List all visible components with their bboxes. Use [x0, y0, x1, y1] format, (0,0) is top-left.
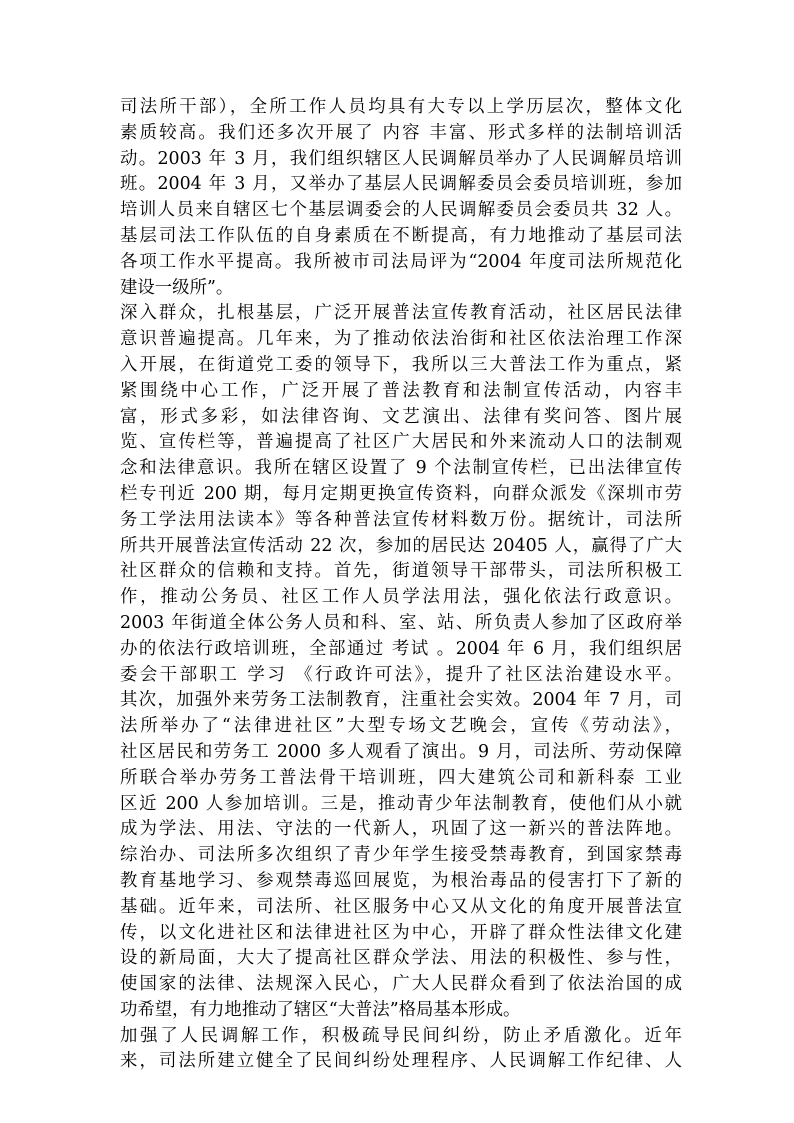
- text-line: 教育基地学习、参观禁毒巡回展览，为根治毒品的侵害打下了新的: [120, 870, 682, 891]
- text-line: 所联合举办劳务工普法骨干培训班，四大建筑公司和新科泰 工业: [120, 767, 682, 788]
- text-line: 使国家的法律、法规深入民心，广大人民群众看到了依法治国的成: [120, 974, 682, 995]
- text-line: 成为学法、用法、守法的一代新人，巩固了这一新兴的普法阵地。: [120, 819, 682, 840]
- text-line: 览、宣传栏等，普遍提高了社区广大居民和外来流动人口的法制观: [120, 432, 682, 453]
- text-line: 念和法律意识。我所在辖区设置了 9 个法制宣传栏，已出法律宣传: [120, 458, 682, 479]
- text-line: 作，推动公务员、社区工作人员学法用法，强化依法行政意识。: [120, 587, 682, 608]
- text-line: 建设一级所”。: [120, 277, 234, 298]
- text-line: 2003 年街道全体公务人员和科、室、站、所负责人参加了区政府举: [120, 612, 682, 633]
- text-line: 动。2003 年 3 月，我们组织辖区人民调解员举办了人民调解员培训: [120, 148, 682, 169]
- text-line: 紧围绕中心工作，广泛开展了普法教育和法制宣传活动，内容丰: [120, 380, 682, 401]
- text-line: 加强了人民调解工作，积极疏导民间纠纷，防止矛盾激化。近年: [120, 1025, 682, 1046]
- text-line: 班。2004 年 3 月，又举办了基层人民调解委员会委员培训班，参加: [120, 174, 682, 195]
- text-line: 社区群众的信赖和支持。首先，街道领导干部带头，司法所积极工: [120, 561, 682, 582]
- text-line: 综治办、司法所多次组织了青少年学生接受禁毒教育，到国家禁毒: [120, 845, 682, 866]
- text-line: 素质较高。我们还多次开展了 内容 丰富、形式多样的法制培训活: [120, 122, 682, 143]
- text-line: 栏专刊近 200 期，每月定期更换宣传资料，向群众派发《深圳市劳: [120, 483, 682, 504]
- text-line: 功希望，有力地推动了辖区“大普法”格局基本形成。: [120, 999, 521, 1020]
- text-line: 所共开展普法宣传活动 22 次，参加的居民达 20405 人，赢得了广大: [120, 535, 682, 556]
- text-line: 其次，加强外来劳务工法制教育，注重社会实效。2004 年 7 月，司: [120, 690, 682, 711]
- text-line: 区近 200 人参加培训。三是，推动青少年法制教育，使他们从小就: [120, 793, 682, 814]
- text-line: 办的依法行政培训班，全部通过 考试 。2004 年 6 月，我们组织居: [120, 638, 682, 659]
- text-line: 委会干部职工 学习 《行政许可法》，提升了社区法治建设水平。: [120, 664, 682, 685]
- text-line: 社区居民和劳务工 2000 多人观看了演出。9 月，司法所、劳动保障: [120, 741, 682, 762]
- text-line: 设的新局面，大大了提高社区群众学法、用法的积极性、参与性，: [120, 948, 682, 969]
- body-text: [120, 95, 682, 1075]
- text-line: 富，形式多彩，如法律咨询、文艺演出、法律有奖问答、图片展: [120, 406, 682, 427]
- text-line: 培训人员来自辖区七个基层调委会的人民调解委员会委员共 32 人。: [120, 200, 682, 221]
- text-line: 传，以文化进社区和法律进社区为中心，开辟了群众性法律文化建: [120, 922, 682, 943]
- text-line: 司法所干部），全所工作人员均具有大专以上学历层次，整体文化: [120, 97, 682, 117]
- text-line: 务工学法用法读本》等各种普法宣传材料数万份。据统计，司法所: [120, 509, 682, 530]
- text-line: 深入群众，扎根基层，广泛开展普法宣传教育活动，社区居民法律: [120, 303, 682, 324]
- text-line: 基础。近年来，司法所、社区服务中心又从文化的角度开展普法宣: [120, 896, 682, 917]
- text-line: 入开展，在街道党工委的领导下，我所以三大普法工作为重点，紧: [120, 354, 682, 375]
- text-line: 基层司法工作队伍的自身素质在不断提高，有力地推动了基层司法: [120, 225, 682, 246]
- text-line: 来，司法所建立健全了民间纠纷处理程序、人民调解工作纪律、人: [120, 1051, 682, 1072]
- text-line: 各项工作水平提高。我所被市司法局评为“2004 年度司法所规范化: [120, 251, 682, 272]
- text-line: 意识普遍提高。几年来，为了推动依法治街和社区依法治理工作深: [120, 329, 682, 350]
- text-line: 法所举办了“法律进社区”大型专场文艺晚会，宣传《劳动法》，: [120, 716, 682, 737]
